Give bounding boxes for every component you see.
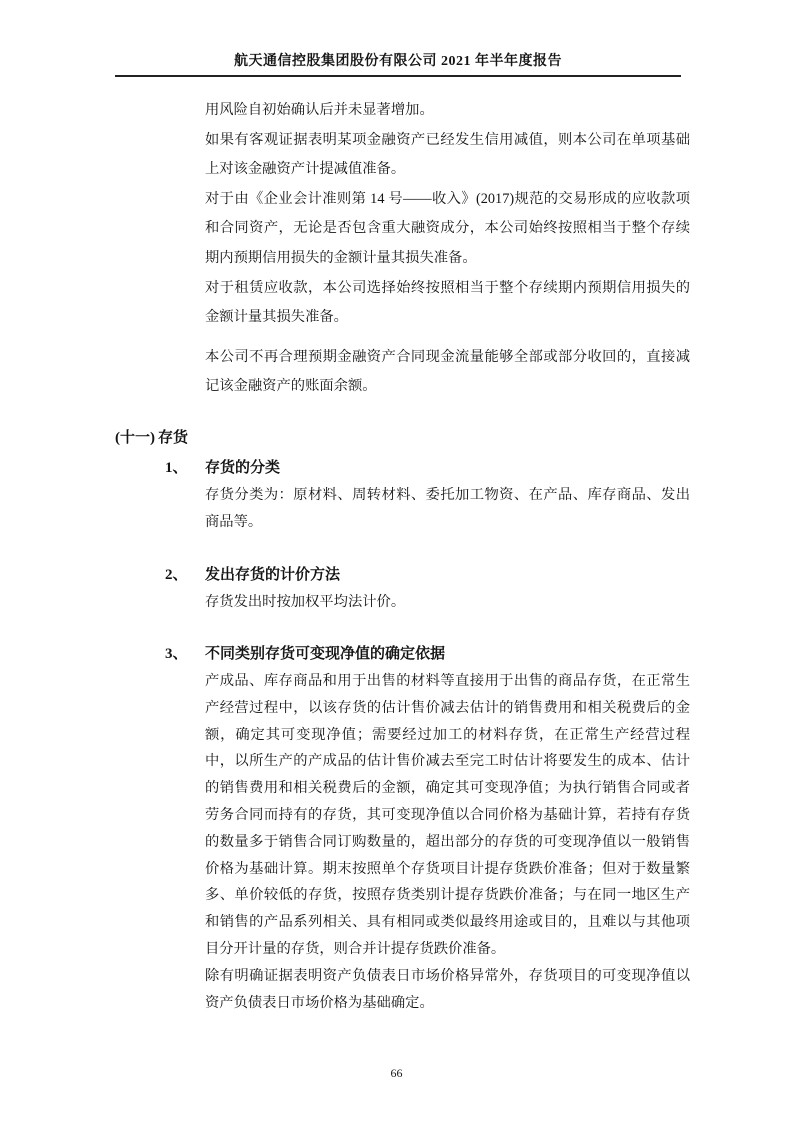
subsection-heading [165, 640, 690, 668]
paragraph-lease-receivables: 对于租赁应收款，本公司选择始终按照相当于整个存续期内预期信用损失的金额计量其损失准备。 [205, 279, 690, 326]
subsection-number: 1、 [165, 459, 188, 476]
subsection-number: 2、 [165, 566, 188, 583]
report-title: 航天通信控股集团股份有限公司 2021 年半年度报告 [234, 54, 562, 69]
page-number: 66 [390, 1066, 403, 1080]
section-number: (十一) [115, 429, 155, 446]
page-header [115, 50, 681, 77]
subsection-inventory-valuation-method [115, 561, 690, 617]
subsection-title: 存货的分类 [205, 459, 281, 476]
section-title: 存货 [158, 429, 189, 446]
subsection-paragraph: 存货发出时按加权平均法计价。 [205, 593, 406, 610]
paragraph-credit-risk: 用风险自初始确认后并未显著增加。 [205, 102, 434, 118]
paragraph-derecognition: 本公司不再合理预期金融资产合同现金流量能够全部或部分收回的，直接减记该金融资产的账面余额。 [205, 348, 690, 395]
page-content [115, 96, 690, 1016]
subsection-paragraph-market-price: 除有明确证据表明资产负债表日市场价格异常外，存货项目的可变现净值以资产负债表日市场价格为基础确定。 [205, 967, 690, 1011]
page-footer [0, 1066, 793, 1081]
subsection-title: 不同类别存货可变现净值的确定依据 [205, 646, 446, 663]
subsection-net-realizable-value [115, 640, 690, 1016]
subsection-paragraph: 存货分类为：原材料、周转材料、委托加工物资、在产品、库存商品、发出商品等。 [205, 486, 690, 531]
paragraph-objective-evidence: 如果有客观证据表明某项金融资产已经发生信用减值，则本公司在单项基础上对该金融资产计提减值准备。 [205, 131, 690, 178]
subsection-number: 3、 [165, 646, 188, 663]
subsection-title: 发出存货的计价方法 [205, 566, 341, 583]
subsection-heading [165, 561, 690, 589]
subsection-paragraph: 产成品、库存商品和用于出售的材料等直接用于出售的商品存货，在正常生产经营过程中，以该存货的估计售价减去估计的销售费用和相关税费后的金额，确定其可变现净值；需要经过加工的材料存货，在正常生产经营过程中，以所生产的产成品的估计售价减去至完工时估计将要发生的成本、估计的销售费用和相关税费后的金额，确定其可变现净值；为执行销售合同或者劳务合同而持有的存货，其可变现净值以合同价格为基础计算，若持有存货的数量多于销售合同订购数量的，超出部分的存货的可变现净值以一般销售价格为基础计算。期末按照单个存货项目计提存货跌价准备；但对于数量繁多、单价较低的存货，按照存货类别计提存货跌价准备；与在同一地区生产和销售的产品系列相关、具有相同或类似最终用途或目的，且难以与其他项目分开计量的存货，则合并计提存货跌价准备。 [205, 673, 690, 957]
paragraph-revenue-standard: 对于由《企业会计准则第 14 号——收入》(2017)规范的交易形成的应收款项和合同资产，无论是否包含重大融资成分，本公司始终按照相当于整个存续期内预期信用损失的金额计量其损失准备。 [205, 190, 690, 266]
subsection-inventory-classification [115, 454, 690, 537]
section-heading-inventory [115, 424, 690, 454]
subsection-heading [165, 454, 690, 482]
